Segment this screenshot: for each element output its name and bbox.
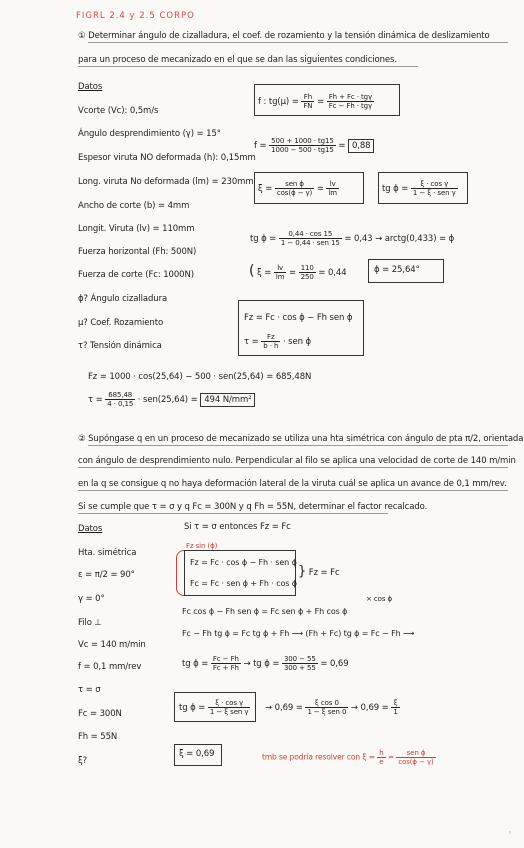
p2-data-item: Fc = 300N bbox=[78, 709, 122, 719]
shear-stress-calculation: τ = $\frac{685,48}{4 \cdot 0,15}$ · sen(25,64) = 494 N/mm² bbox=[88, 391, 255, 408]
shear-angle-formula: tg ϕ = $\frac{\text{ξ · cos γ}}{\text{1 − ξ · sen γ}}$ bbox=[382, 180, 456, 197]
page-header: FIGRL 2.4 y 2.5 CORPO bbox=[76, 11, 195, 21]
force-system-eq-2: Fc = Fc · sen ϕ + Fh · cos ϕ bbox=[190, 579, 297, 588]
p2-data-item: Filo ⊥ bbox=[78, 618, 102, 628]
p1-statement-line-2: para un proceso de mecanizado en el que se dan las siguientes condiciones. bbox=[78, 55, 397, 65]
p1-data-item: Ángulo desprendimiento (γ) = 15° bbox=[78, 129, 221, 139]
p1-data-item: τ? Tensión dinámica bbox=[78, 341, 162, 351]
derivation-line-2: Fc − Fh tg ϕ = Fc tg ϕ + Fh ⟶ (Fh + Fc) tg ϕ = Fc − Fh ⟶ bbox=[182, 629, 415, 638]
p1-data-item: Fuerza de corte (Fc: 1000N) bbox=[78, 270, 194, 280]
derivation-line-1: Fc cos ϕ − Fh sen ϕ = Fc sen ϕ + Fh cos ϕ bbox=[182, 607, 348, 616]
derivation-line-3: tg ϕ = $\frac{Fc - Fh}{Fc + Fh}$ → tg ϕ = $\frac{300 - 55}{300 + 55}$ = 0,69 bbox=[182, 655, 349, 672]
chip-ratio-calculation: ( ξ = $\frac{lv}{lm}$ = $\frac{110}{250}$ = 0,44 bbox=[249, 263, 347, 281]
p2-data-item: ξ? bbox=[78, 756, 88, 766]
p1-data-item: Fuerza horizontal (Fh: 500N) bbox=[78, 247, 197, 257]
side-note: × cos ϕ bbox=[366, 595, 393, 603]
shear-force-formula: Fz = Fc · cos ϕ − Fh sen ϕ bbox=[244, 313, 353, 323]
alternative-solution-note: tmb se podría resolver con ξ = $\frac{h}{e}$ = $\frac{\text{sen ϕ}}{\cos(\phi - \gamma)}$ bbox=[262, 749, 434, 766]
p1-data-item: Longit. Viruta (lv) = 110mm bbox=[78, 224, 195, 234]
p1-data-title: Datos bbox=[78, 82, 103, 92]
p2-data-item: τ = σ bbox=[78, 685, 101, 695]
p2-data-item: Vc = 140 m/min bbox=[78, 640, 146, 650]
p2-data-title: Datos bbox=[78, 524, 103, 534]
force-system-result: } Fz = Fc bbox=[298, 564, 340, 579]
p1-data-item: ϕ? Ángulo cizalladura bbox=[78, 294, 168, 304]
p1-data-item: Vcorte (Vc): 0,5m/s bbox=[78, 106, 159, 116]
p2-data-item: Fh = 55N bbox=[78, 732, 118, 742]
p1-statement-line-1: ① Determinar ángulo de cizalladura, el coef. de rozamiento y la tensión dinámica de deslizamiento bbox=[78, 31, 490, 41]
p2-condition: Si τ = σ entonces Fz = Fc bbox=[184, 522, 291, 532]
friction-calculation: f = $\frac{500 + 1000 \cdot tg15}{1000 - 500 \cdot tg15}$ = 0,88 bbox=[254, 137, 374, 154]
p2-statement-line-4: Si se cumple que τ = σ y q Fc = 300N y q Fh = 55N, determinar el factor recalcado. bbox=[78, 502, 428, 512]
p1-data-item: Espesor viruta NO deformada (h): 0,15mm bbox=[78, 153, 256, 163]
shear-stress-formula: τ = $\frac{Fz}{b \cdot h}$ · sen ϕ bbox=[244, 333, 311, 350]
force-system-eq-1: Fz = Fc · cos ϕ − Fh · sen ϕ bbox=[190, 558, 297, 567]
final-result: ξ = 0,69 bbox=[179, 749, 215, 759]
p2-data-item: Hta. simétrica bbox=[78, 548, 137, 558]
p2-statement-line-2: con ángulo de desprendimiento nulo. Perpendicular al filo se aplica una velocidad de corte de 140 m/min bbox=[78, 456, 516, 466]
p2-statement-line-3: en la q se consigue q no haya deformación lateral de la viruta cuál se aplica un avance de 0,1 mm/rev. bbox=[78, 479, 507, 489]
p1-data-item: Ancho de corte (b) = 4mm bbox=[78, 201, 190, 211]
p1-data-item: Long. viruta No deformada (lm) = 230mm bbox=[78, 177, 254, 187]
p2-statement-line-1: ② Supóngase q en un proceso de mecanizado se utiliza una hta simétrica con ángulo de pta π/2, orientada bbox=[78, 434, 524, 444]
p1-data-item: μ? Coef. Rozamiento bbox=[78, 318, 164, 328]
red-note: Fz sin (ϕ) bbox=[186, 542, 218, 550]
shear-angle-result: ϕ = 25,64° bbox=[374, 265, 420, 275]
corner-mark: ◦ bbox=[508, 829, 513, 837]
ratio-formula: ξ = $\frac{\text{sen ϕ}}{\cos(\phi - \gamma)}$ = $\frac{lv}{lm}$ bbox=[258, 180, 338, 197]
friction-formula: f : tg(μ) = $\frac{Fh}{FN}$ = $\frac{\text{Fh + Fc · tgγ}}{\text{Fc − Fh · tgγ}}$ bbox=[258, 93, 373, 110]
p2-data-item: γ = 0° bbox=[78, 594, 105, 604]
shear-force-calculation: Fz = 1000 · cos(25,64) − 500 · sen(25,64) = 685,48N bbox=[88, 372, 312, 382]
p2-data-item: f = 0,1 mm/rev bbox=[78, 662, 142, 672]
shear-angle-calculation: tg ϕ = $\frac{0,44 \cdot \cos 15}{\text{1 − 0,44 · sen 15}}$ = 0,43 → arctg(0,433) = ϕ bbox=[250, 230, 455, 247]
p2-data-item: ε = π/2 = 90° bbox=[78, 570, 135, 580]
derivation-line-4: tg ϕ = $\frac{\text{ξ · cos γ}}{\text{1 − ξ sen γ}}$ → 0,69 = $\frac{\text{ξ cos 0}}{\text{1 − ξ sen 0}}$ → 0,69 = $\frac{\xi}{1}$ bbox=[179, 699, 398, 716]
